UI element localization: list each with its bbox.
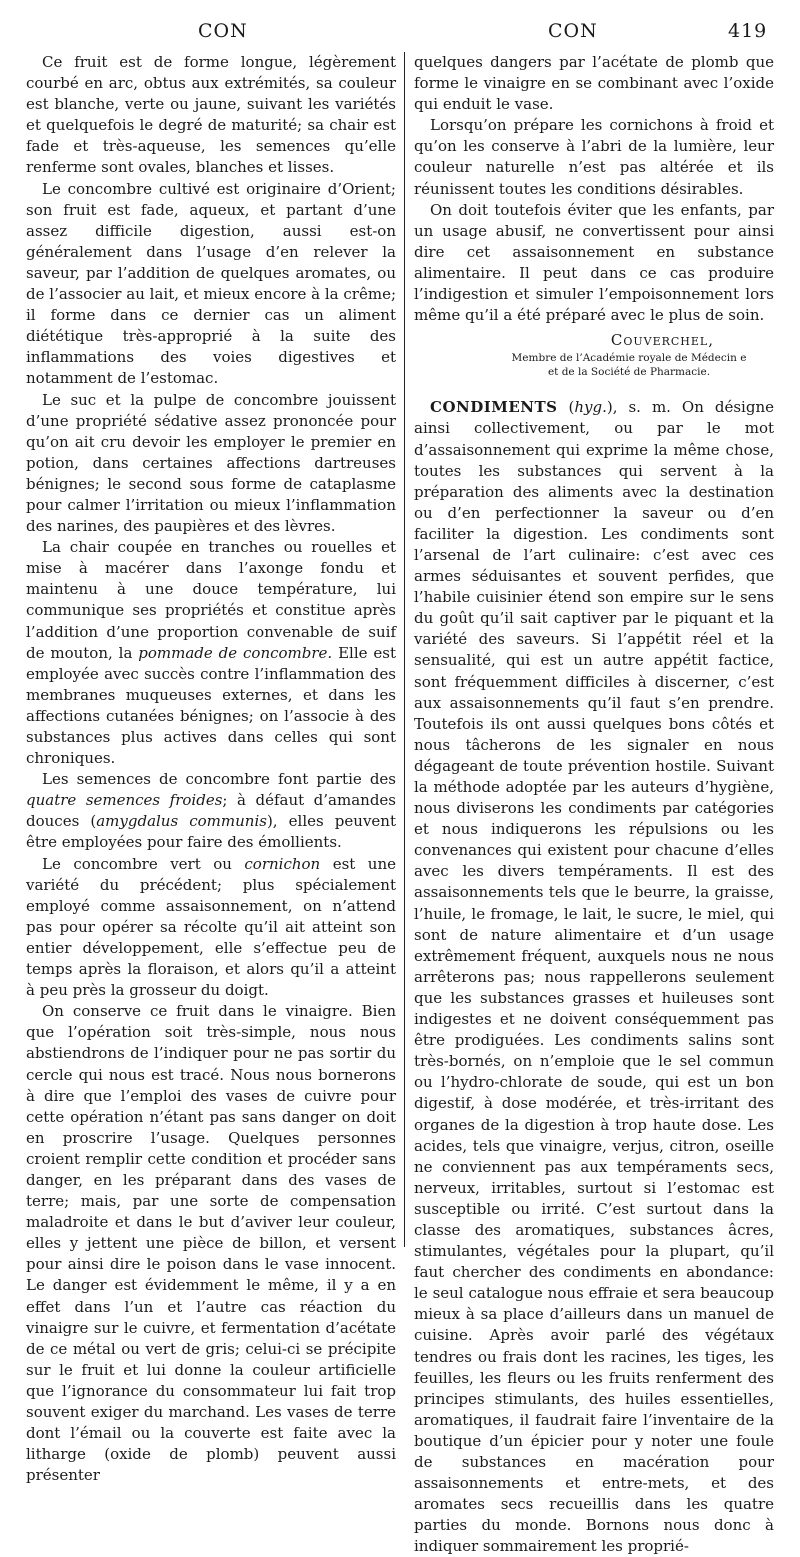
- paragraph: Le suc et la pulpe de concombre jouissent d’une propriété sédative assez prononcée pour qu’on ait cru devoir les employer le premier en potion, dans certaines affections dartreuses bénignes; le second sous forme de cataplasme pour calmer l’irritation ou mieux l’inflammation des narines, des paupières et des lèvres.: [26, 390, 396, 536]
- column-divider: [404, 52, 405, 1247]
- entry-domain: hyg.: [574, 398, 607, 417]
- text-run: est une variété du précédent; plus spécialement employé comme assaisonnement, on n’attend pas pour opérer sa récolte qu’il ait atteint son entier développement, elle s’effectue peu de temps après la floraison, et alors qu’il a atteint à peu près la grosseur du doigt.: [26, 854, 396, 1000]
- entry-paragraph: [414, 397, 774, 1557]
- paragraph: Le concombre cultivé est originaire d’Orient; son fruit est fade, aqueux, et partant d’une assez difficile digestion, aussi est-on généralement dans l’usage d’en relever la saveur, par l’addition de quelques aromates, ou de l’associer au lait, et mieux encore à la crême; il forme dans ce dernier cas un aliment diététique très-approprié à la suite des inflammations des voies digestives et notamment de l’estomac.: [26, 179, 396, 388]
- paragraph: Lorsqu’on prépare les cornichons à froid et qu’on les conserve à l’abri de la lumière, leur couleur naturelle n’est pas altérée et ils réunissent toutes les conditions désirables.: [414, 116, 774, 198]
- paragraph: On doit toutefois éviter que les enfants, par un usage abusif, ne convertissent pour ainsi dire cet assaisonnement en substance alimentaire. Il peut dans ce cas produire l’indigestion et simuler l’empoisonnement lors même qu’il a été préparé avec le plus de soin.: [414, 200, 774, 325]
- author-name: Couverchel,: [610, 331, 714, 350]
- text-run: Les semences de concombre font partie des: [42, 770, 396, 789]
- text-run: ; à défaut d’amandes douces (: [26, 791, 397, 831]
- entry-spacer: [414, 379, 774, 397]
- right-running-title: CON: [548, 20, 598, 42]
- italic-term: amygdalus communis: [96, 812, 267, 831]
- paragraph: [26, 769, 396, 853]
- paragraph: On conserve ce fruit dans le vinaigre. Bien que l’opération soit très-simple, nous nous abstiendrons de l’indiquer pour ne pas sortir du cercle qui nous est tracé. Nous nous bornerons à dire que l’emploi des vases de cuivre pour cette opération n’étant pas sans danger on doit en proscrire l’usage. Quelques personnes croient remplir cette condition et procéder sans danger, en les préparant dans des vases de terre; mais, par une sorte de compensation maladroite et dans le but d’aviver leur couleur, elles y jettent une pièce de billon, et versent pour ainsi dire le poison dans le vase innocent. Le danger est évidemment le même, il y a en effet dans l’un et l’autre cas réaction du vinaigre sur le cuivre, et fermentation d’acétate de ce métal ou vert de gris; celui-ci se précipite sur le fruit et lui donne la couleur artificielle que l’ignorance du consommateur lui fait trop souvent exiger du marchand. Les vases de terre dont l’émail ou la couverte est faite avec la litharge (oxide de plomb) peuvent aussi présenter: [26, 1002, 396, 1485]
- text-run: ), elles peuvent être employées pour faire des émollients.: [26, 812, 396, 852]
- paragraph: Ce fruit est de forme longue, légèrement courbé en arc, obtus aux extrémités, sa couleur est blanche, verte ou jaune, suivant les variétés et quelquefois le degré de maturité; sa chair est fade et très-aqueuse, les semences qu’elle renferme sont ovales, blanches et lisses.: [26, 53, 396, 177]
- text-run: Elle est employée avec succès contre l’inflammation des membranes muqueuses externes, et dans les affections cutanées bénignes; on l’associe à des substances plus actives dans celles qui sont chroniques.: [26, 643, 396, 768]
- entry-headword: CONDIMENTS: [430, 398, 558, 417]
- page-number: 419: [728, 20, 768, 42]
- italic-term: pommade de concombre.: [138, 643, 333, 662]
- italic-term: quatre semences froides: [26, 791, 223, 810]
- right-column: [414, 52, 774, 1556]
- italic-term: cornichon: [244, 854, 321, 873]
- text-run: (: [557, 398, 575, 417]
- paragraph: quelques dangers par l’acétate de plomb que forme le vinaigre en se combinant avec l’oxide qui enduit le vase.: [414, 53, 774, 114]
- text-run: Le concombre vert ou: [42, 854, 245, 873]
- text-run: ), s. m. On désigne ainsi collectivement, ou par le mot d’assaisonnement qui exprime la même chose, toutes les substances qui servent à la préparation des aliments avec la destination ou d’en perfectionner la saveur ou d’en faciliter la digestion. Les condiments sont l’arsenal de l’art culinaire: c’est avec ces armes séduisantes et souvent perfides, que l’habile cuisinier étend son empire sur le sens du goût qu’il sait captiver par le piquant et la variété des saveurs. Si l’appétit réel et la sensualité, qui est un autre appétit factice, sont fréquemment difficiles à discerner, c’est aux assaisonnements qu’il faut s’en prendre. Toutefois ils ont aussi quelques bons côtés et nous tâcherons de les signaler en nous dégageant de toute prévention hostile. Suivant la méthode adoptée par les auteurs d’hygiène, nous diviserons les condiments par catégories et nous indiquerons les répulsions ou les convenances qui existent pour chacune d’elles avec les divers tempéraments. Il est des assaisonnements tels que le beurre, la graisse, l’huile, le fromage, le lait, le sucre, le miel, qui sont de nature alimentaire et d’un usage extrêmement fréquent, auxquels nous ne nous arrêterons pas; nous rappellerons seulement que les substances grasses et huileuses sont indigestes et ne doivent conséquemment pas être prodiguées. Les condiments salins sont très-bornés, on n’emploie que le sel commun ou l’hydro-chlorate de soude, qui est un bon digestif, à dose modérée, et très-irritant des organes de la digestion à trop haute dose. Les acides, tels que vinaigre, verjus, citron, oseille ne conviennent pas aux tempéraments secs, nerveux, irritables, surtout si l’estomac est susceptible ou irrité. C’est surtout dans la classe des aromatiques, substances âcres, stimulantes, végétales pour la plupart, qu’il faut chercher des condiments en abondance: le seul catalogue nous effraie et sera beaucoup mieux à sa place d’ailleurs dans un manuel de cuisine. Après avoir parlé des végétaux tendres ou frais dont les racines, les tiges, les feuilles, les fleurs ou les fruits renferment des principes stimulants, des huiles essentielles, aromatiques, il faudrait faire l’inventaire de la boutique d’un épicier pour y noter une foule de substances en macération pour assaisonnements et entre-mets, et des aromates secs recueillis dans les quatre parties du monde. Bornons nous donc à indiquer sommairement les proprié-: [414, 398, 774, 1556]
- paragraph: [26, 537, 396, 769]
- author-affiliation-line: et de la Société de Pharmacie.: [547, 366, 711, 379]
- running-head: [0, 20, 800, 50]
- author-signature: [414, 330, 774, 379]
- left-column: [26, 52, 397, 1485]
- left-running-title: CON: [198, 20, 248, 42]
- text-run: La chair coupée en tranches ou rouelles et mise à macérer dans l’axonge fondu et maintenu à une douce température, lui communique ses propriétés et constitue après l’addition d’une proportion convenable de suif de mouton, la: [26, 538, 396, 662]
- author-affiliation-line: Membre de l’Académie royale de Médecin e: [511, 352, 747, 365]
- paragraph: [26, 854, 396, 1002]
